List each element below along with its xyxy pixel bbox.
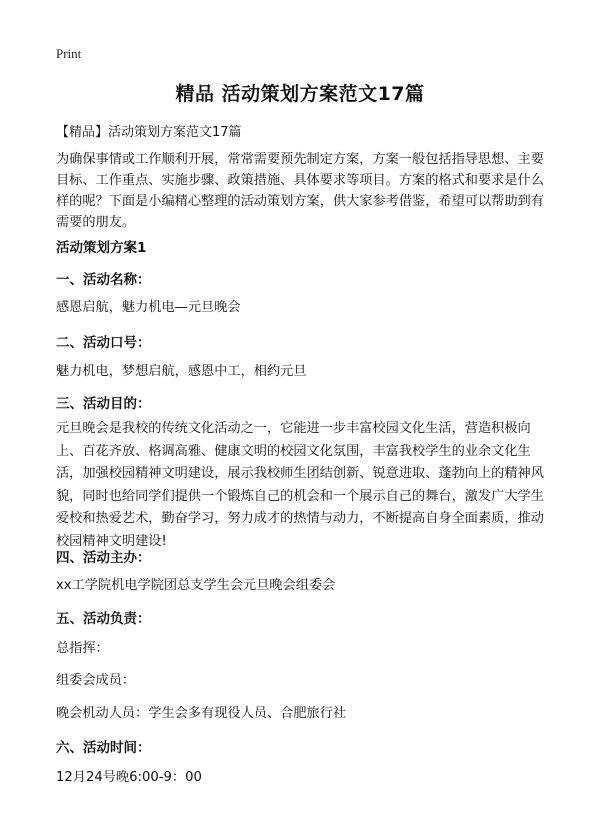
section-content-time: 12月24号晚6:00-9：00 [56, 770, 202, 785]
section-heading-time: 六、活动时间： [56, 740, 151, 756]
section-content-slogan: 魅力机电，梦想启航，感恩中工，相约元旦 [56, 364, 307, 379]
responsible-committee: 组委会成员： [56, 673, 136, 688]
section-content-name: 感恩启航，魅力机电—元旦晚会 [56, 300, 241, 315]
responsible-staff: 晚会机动人员：学生会多有现役人员、合肥旅行社 [56, 706, 347, 721]
section-heading-name: 一、活动名称： [56, 272, 151, 288]
section-content-purpose: 元旦晚会是我校的传统文化活动之一，它能进一步丰富校园文化生活，营造积极向上、百花齐放、格调高雅、健康文明的校园文化氛围，丰富我校学生的业余文化生活，加强校园精神文明建设，展示我校师生团结创新、锐意进取、蓬勃向上的精神风貌，同时也给同学们提供一个锻炼自己的机会和一个展示自己的舞台，激发广大学生爱校和热爱艺术，勤奋学习，努力成才的热情与动力，不断提高自身全面素质，推动校园精神文明建设! [56, 421, 544, 549]
section-heading-responsible: 五、活动负责： [56, 611, 151, 627]
plan-title: 活动策划方案1 [56, 240, 147, 256]
responsible-director: 总指挥： [56, 641, 109, 656]
page-title: 精品 活动策划方案范文17篇 [175, 83, 425, 105]
print-label: Print [56, 46, 82, 61]
section-heading-host: 四、活动主办： [56, 550, 151, 566]
intro-paragraph: 为确保事情或工作顺利开展，常常需要预先制定方案，方案一般包括指导思想、主要目标、工作重点、实施步骤、政策措施、具体要求等项目。方案的格式和要求是什么样的呢？下面是小编精心整理的活动策划方案，供大家参考借鉴，希望可以帮助到有需要的朋友。 [56, 152, 544, 230]
document-subtitle: 【精品】活动策划方案范文17篇 [56, 125, 242, 140]
section-heading-slogan: 二、活动口号： [56, 335, 151, 351]
section-heading-purpose: 三、活动目的： [56, 396, 151, 412]
section-content-host: xx工学院机电学院团总支学生会元旦晚会组委会 [56, 578, 336, 593]
